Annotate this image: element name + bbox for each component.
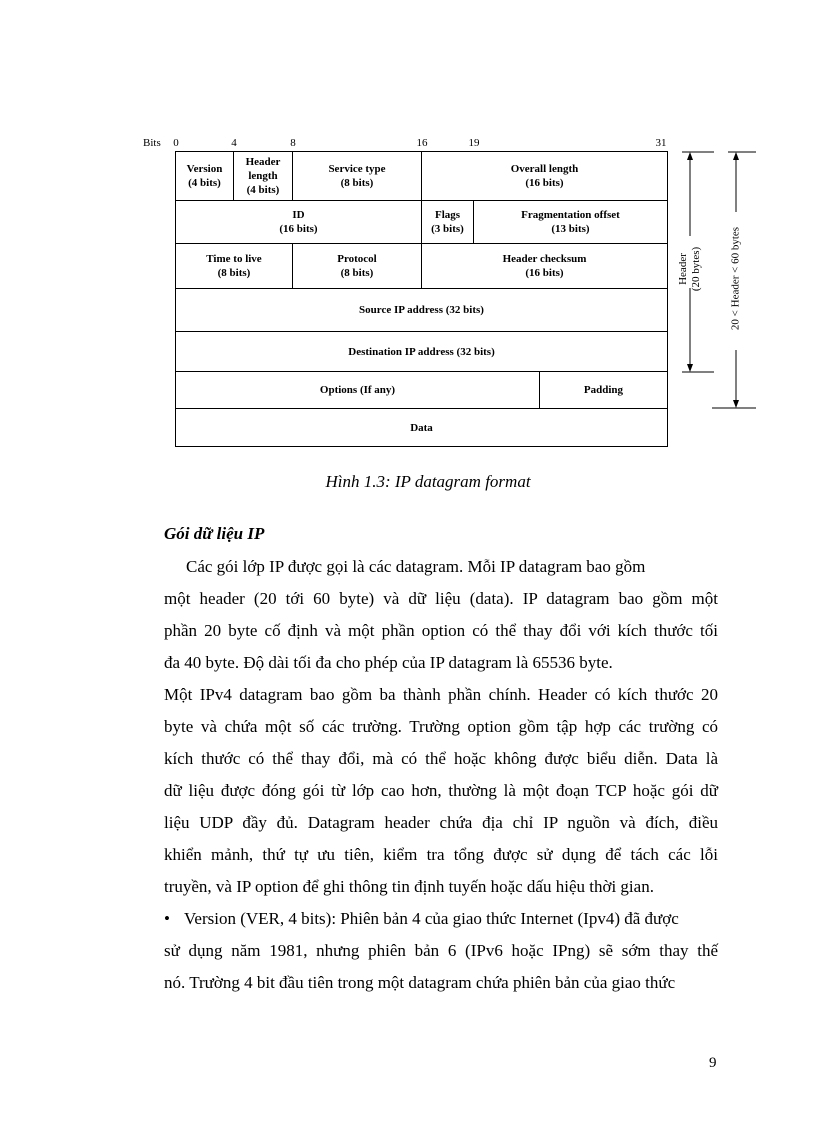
field-padding-name: Padding bbox=[583, 384, 624, 396]
field-header-length-size: (4 bits) bbox=[246, 184, 280, 196]
field-header-length-name-1: Header bbox=[245, 156, 281, 168]
field-time-to-live-size: (8 bits) bbox=[217, 267, 251, 279]
field-version bbox=[175, 151, 234, 201]
field-id-size: (16 bits) bbox=[279, 223, 318, 235]
bit-position-4: 4 bbox=[231, 137, 237, 149]
field-fragmentation-offset-name: Fragmentation offset bbox=[521, 209, 620, 221]
field-header-checksum bbox=[422, 244, 668, 289]
field-data-name: Data bbox=[410, 421, 433, 434]
bit-position-16: 16 bbox=[416, 137, 428, 149]
field-padding bbox=[540, 372, 668, 409]
header-size-label-line1: Header bbox=[677, 253, 689, 285]
field-options-name: Options (If any) bbox=[319, 384, 396, 396]
bullet-icon: • bbox=[164, 909, 170, 928]
field-source-ip bbox=[175, 289, 668, 332]
field-id-name: ID bbox=[292, 209, 305, 221]
paragraph-line: byte và chứa một số các trường. Trường option gồm tập hợp các trường có bbox=[164, 717, 718, 736]
field-header-checksum-size: (16 bits) bbox=[525, 267, 564, 279]
bullet-line: nó. Trường 4 bit đầu tiên trong một datagram chứa phiên bản của giao thức bbox=[164, 973, 676, 992]
field-overall-length bbox=[422, 151, 668, 201]
bits-label: Bits bbox=[143, 137, 161, 149]
field-protocol-size: (8 bits) bbox=[340, 267, 374, 279]
bullet-line: sử dụng năm 1981, nhưng phiên bản 6 (IPv6 hoặc IPng) sẽ sớm thay thế bbox=[164, 941, 718, 960]
field-overall-length-name: Overall length bbox=[510, 163, 579, 175]
field-id bbox=[175, 201, 422, 244]
field-overall-length-size: (16 bits) bbox=[525, 177, 564, 189]
bit-position-19: 19 bbox=[468, 137, 480, 149]
field-protocol-name: Protocol bbox=[337, 253, 377, 265]
bullet-line-text: Version (VER, 4 bits): Phiên bản 4 của giao thức Internet (Ipv4) đã được bbox=[184, 909, 679, 928]
header-size-label-line2: (20 bytes) bbox=[690, 246, 702, 292]
paragraph-line: phần 20 byte cố định và một phần option có thể thay đổi với kích thước tối bbox=[164, 621, 718, 640]
paragraph-2 bbox=[164, 679, 718, 903]
field-version-size: (4 bits) bbox=[188, 177, 221, 189]
field-data bbox=[175, 409, 668, 447]
field-service-type-size: (8 bits) bbox=[340, 177, 374, 189]
field-version-name: Version bbox=[186, 163, 223, 175]
field-flags-size: (3 bits) bbox=[431, 223, 464, 235]
field-header-length bbox=[234, 151, 293, 201]
paragraph-line: truyền, và IP option để ghi thông tin định tuyến hoặc dấu hiệu thời gian. bbox=[164, 877, 654, 896]
section-title: Gói dữ liệu IP bbox=[164, 524, 265, 543]
field-time-to-live bbox=[175, 244, 293, 289]
bit-position-0: 0 bbox=[173, 137, 179, 149]
field-flags-name: Flags bbox=[434, 209, 461, 221]
bullet-line bbox=[164, 903, 718, 935]
field-header-length-name-2: length bbox=[248, 170, 278, 182]
paragraph-line: Một IPv4 datagram bao gồm ba thành phần chính. Header có kích thước 20 bbox=[164, 685, 718, 704]
total-header-size-label: 20 < Header < 60 bytes bbox=[729, 226, 742, 331]
bit-position-31: 31 bbox=[655, 137, 667, 149]
ip-datagram-figure bbox=[0, 0, 816, 470]
field-service-type-name: Service type bbox=[328, 163, 386, 175]
field-options bbox=[175, 372, 540, 409]
field-flags bbox=[422, 201, 474, 244]
header-size-label bbox=[677, 224, 703, 314]
field-fragmentation-offset-size: (13 bits) bbox=[551, 223, 590, 235]
field-source-ip-name: Source IP address (32 bits) bbox=[359, 304, 484, 316]
paragraph-line: dữ liệu được đóng gói từ lớp cao hơn, thường là một đoạn TCP hoặc gói dữ bbox=[164, 781, 718, 800]
field-destination-ip-name: Destination IP address (32 bits) bbox=[348, 345, 495, 358]
paragraph-line: kích thước có thể thay đổi, mà có thể hoặc không được biểu diễn. Data là bbox=[164, 749, 718, 768]
paragraph-1 bbox=[164, 551, 718, 679]
paragraph-line: đa 40 byte. Độ dài tối đa cho phép của IP datagram là 65536 byte. bbox=[164, 653, 613, 672]
bit-position-8: 8 bbox=[290, 137, 296, 149]
figure-caption: Hình 1.3: IP datagram format bbox=[325, 472, 531, 491]
field-destination-ip bbox=[175, 332, 668, 372]
paragraph-line: khiển mảnh, thứ tự ưu tiên, kiểm tra tổng được sử dụng để tách các lỗi bbox=[164, 845, 718, 864]
paragraph-line: một header (20 tới 60 byte) và dữ liệu (data). IP datagram bao gồm một bbox=[164, 589, 718, 608]
field-protocol bbox=[293, 244, 422, 289]
paragraph-line: Các gói lớp IP được gọi là các datagram. Mỗi IP datagram bao gồm bbox=[186, 557, 646, 576]
field-fragmentation-offset bbox=[474, 201, 668, 244]
paragraph-line: liệu UDP đầy đủ. Datagram header chứa địa chỉ IP nguồn và đích, điều bbox=[164, 813, 718, 832]
field-service-type bbox=[293, 151, 422, 201]
bullet-version bbox=[164, 903, 718, 999]
page-number: 9 bbox=[709, 1055, 717, 1071]
field-time-to-live-name: Time to live bbox=[206, 253, 262, 265]
field-header-checksum-name: Header checksum bbox=[502, 253, 587, 265]
